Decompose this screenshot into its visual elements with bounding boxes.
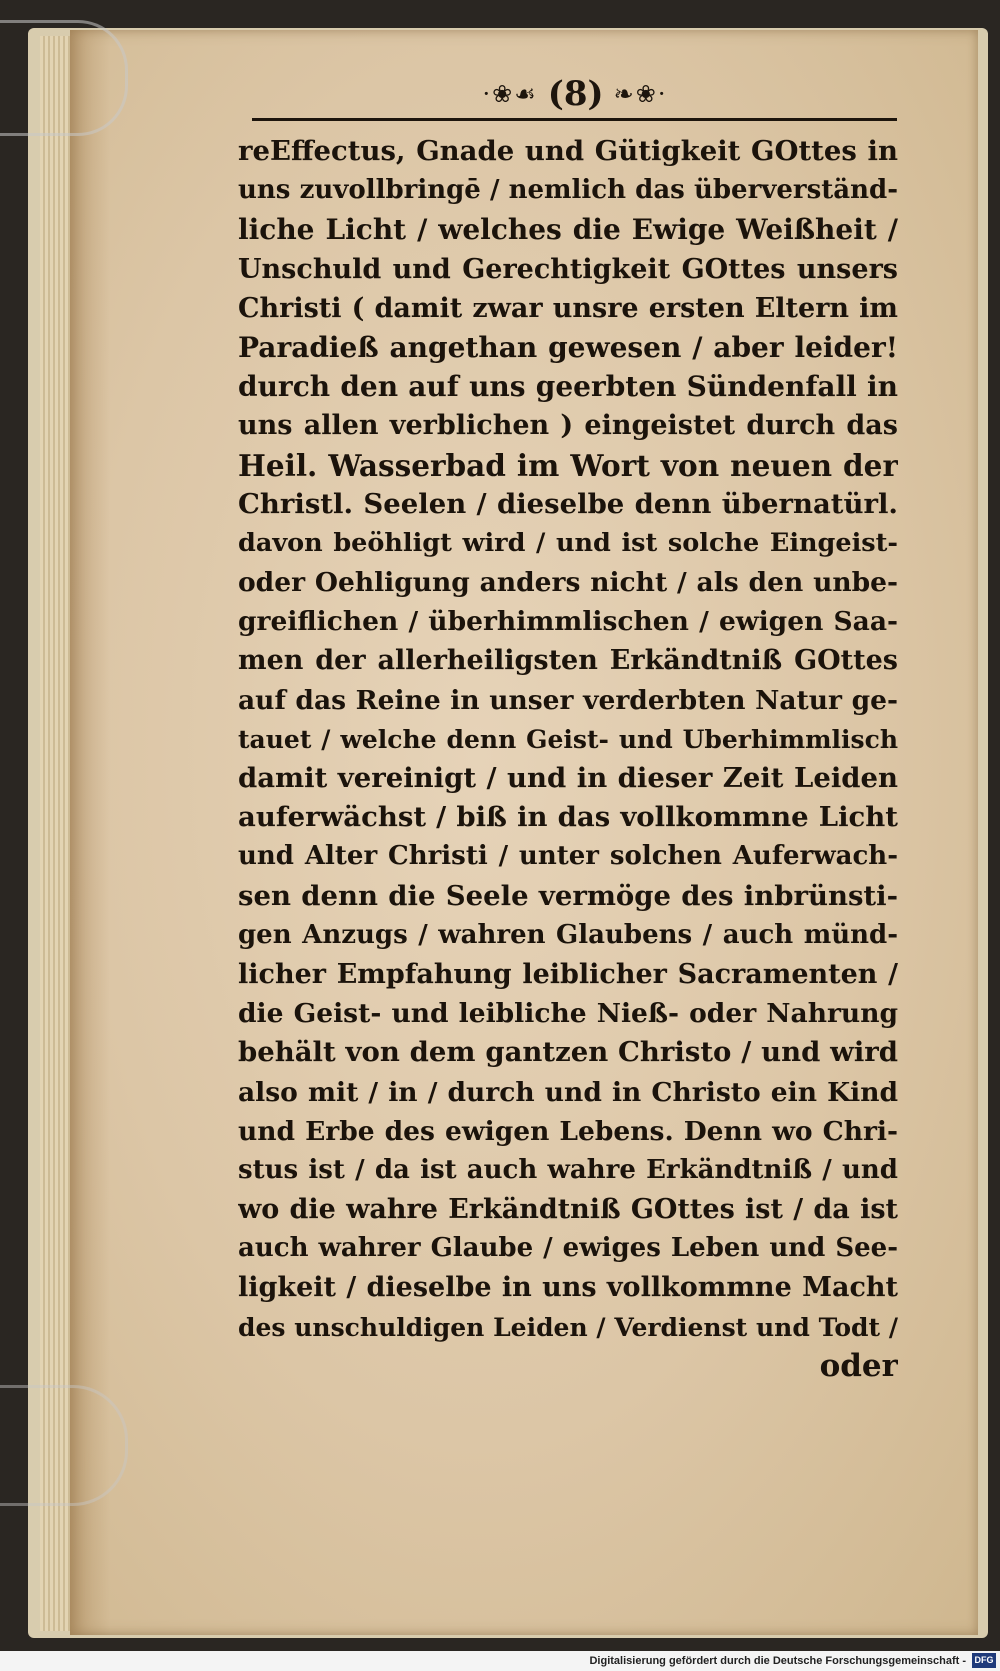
body-text — [238, 132, 898, 1386]
text-line: gen Anzugs / wahren Glaubens / auch münd- — [238, 919, 898, 950]
ornament-right-icon: ❧❀· — [613, 80, 668, 108]
header-rule — [252, 118, 897, 121]
text-line: ligkeit / dieselbe in uns vollkommne Macht — [238, 1272, 898, 1304]
text-line: sen denn die Seele vermöge des inbrünsti- — [238, 879, 898, 912]
text-line: auf das Reine in unser verderbten Natur ge- — [238, 684, 898, 716]
text-line: stus ist / da ist auch wahre Erkändtniß / und — [238, 1154, 898, 1185]
text-line: auch wahrer Glaube / ewiges Leben und See- — [238, 1233, 898, 1264]
text-line: durch den auf uns geerbten Sündenfall in — [238, 370, 898, 404]
text-line: also mit / in / durch und in Christo ein Kind — [238, 1076, 898, 1108]
text-line: des unschuldigen Leiden / Verdienst und Todt / — [238, 1312, 898, 1342]
text-line: Christl. Seelen / dieselbe denn übernatürl. — [238, 487, 898, 520]
dfg-logo: DFG — [972, 1653, 996, 1668]
text-line: oder Oehligung anders nicht / als den unbe- — [238, 567, 898, 599]
text-line: licher Empfahung leiblicher Sacramenten / — [238, 958, 898, 990]
text-line: davon beöhligt wird / und ist solche Eingeist- — [238, 527, 898, 558]
book-clip-bottom — [0, 1385, 128, 1506]
text-line: liche Licht / welches die Ewige Weißheit / — [238, 213, 898, 247]
text-line: uns allen verblichen ) eingeistet durch das — [238, 410, 898, 442]
text-line: Paradieß angethan gewesen / aber leider! — [238, 330, 898, 364]
text-line: auferwächst / biß in das vollkommne Licht — [238, 801, 898, 834]
text-line: Unschuld und Gerechtigkeit GOttes unsers — [238, 253, 898, 285]
text-line: Heil. Wasserbad im Wort von neuen der — [238, 447, 898, 483]
text-line: tauet / welche denn Geist- und Uberhimmlisch — [238, 724, 898, 754]
ornament-left-icon: ·❀☙ — [482, 80, 538, 108]
page-number: (8) — [547, 74, 604, 114]
text-line: und Alter Christi / unter solchen Auferwach- — [238, 841, 898, 872]
funding-credit: Digitalisierung gefördert durch die Deutsche Forschungsgemeinschaft - — [589, 1655, 966, 1667]
text-line: reEffectus, Gnade und Gütigkeit GOttes in — [238, 135, 898, 167]
text-line: Christi ( damit zwar unsre ersten Eltern im — [238, 292, 898, 324]
text-line: men der allerheiligsten Erkändtniß GOttes — [238, 645, 898, 677]
text-line: wo die wahre Erkändtniß GOttes ist / da ist — [238, 1194, 898, 1226]
book-clip-top — [0, 20, 128, 136]
text-line: behält von dem gantzen Christo / und wird — [238, 1036, 898, 1069]
text-line: greiflichen / überhimmlischen / ewigen Saa- — [238, 606, 898, 638]
text-line: uns zuvollbringē / nemlich das überverständ- — [238, 175, 898, 206]
text-line: die Geist- und leibliche Nieß- oder Nahrung — [238, 998, 898, 1030]
catchword: oder — [819, 1347, 898, 1384]
page-header — [250, 72, 900, 116]
text-line: und Erbe des ewigen Lebens. Denn wo Chri- — [238, 1115, 898, 1147]
text-line: damit vereinigt / und in dieser Zeit Leiden — [238, 762, 898, 794]
